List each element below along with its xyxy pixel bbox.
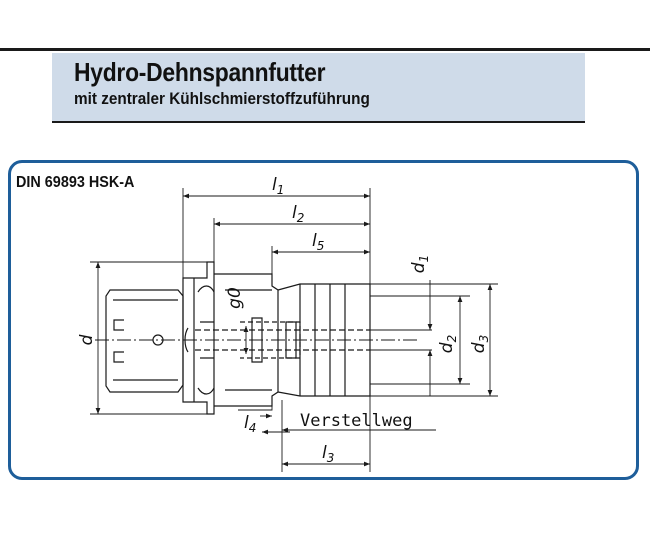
label-d3: $d_3$ [469, 334, 491, 354]
page-title: Hydro-Dehnspannfutter [74, 57, 326, 87]
label-d2: $d_2$ [437, 334, 459, 354]
label-l5: $l_5$ [312, 231, 325, 253]
label-d: d [77, 334, 97, 346]
standard-label: DIN 69893 HSK-A [16, 174, 135, 191]
label-l1: $l_1$ [272, 175, 285, 197]
label-l3: $l_3$ [322, 443, 335, 465]
label-l4: $l_4$ [244, 413, 257, 435]
label-l2: $l_2$ [292, 203, 305, 225]
label-verstellweg: Verstellweg [300, 411, 413, 431]
label-g0: g0 [225, 287, 245, 309]
dimension-labels [77, 175, 491, 465]
label-d1: $d_1$ [409, 254, 431, 274]
tool-holder-outline [106, 262, 370, 414]
page-subtitle: mit zentraler Kühlschmierstoffzuführung [74, 89, 370, 108]
